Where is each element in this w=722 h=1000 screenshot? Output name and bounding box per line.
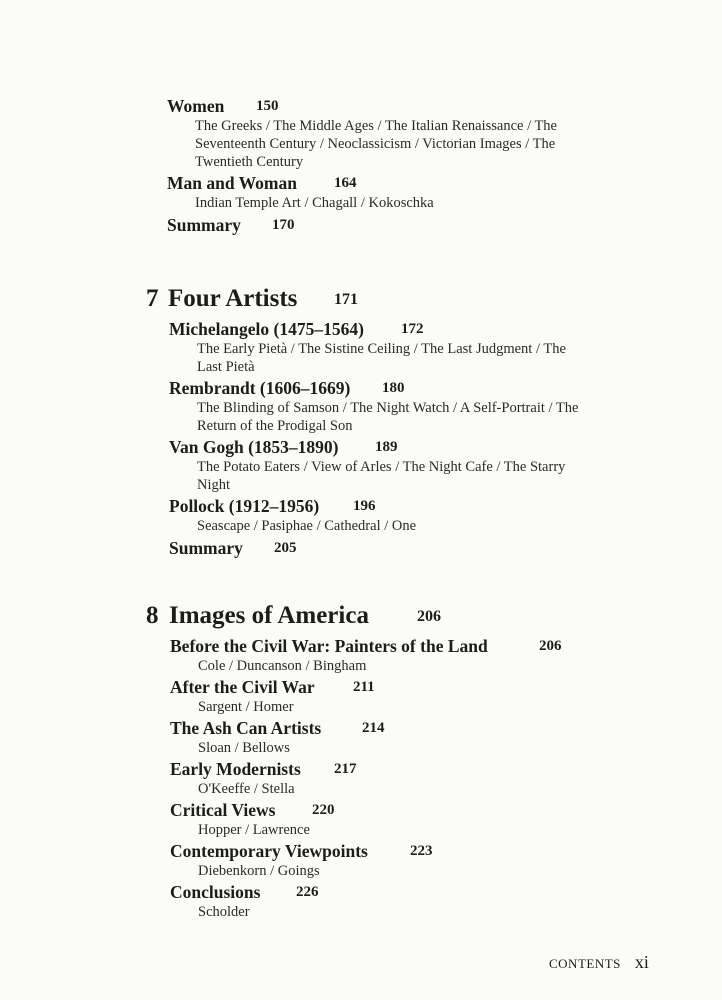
entry-subtopics (195, 194, 615, 212)
chapter-page: 206 (417, 608, 441, 625)
entry-subtopics (198, 698, 618, 716)
subtopic-line: Seventeenth Century / Neoclassicism / Victorian Images / The (195, 136, 556, 152)
entry-page: 196 (353, 498, 376, 514)
entry-title: Michelangelo (1475–1564) (169, 319, 364, 339)
entry-page: 205 (274, 540, 297, 556)
entry-page: 214 (362, 720, 385, 736)
entry-title: Summary (169, 538, 243, 558)
subtopic-line: Scholder (198, 904, 250, 920)
entry-van-gogh (0, 436, 722, 494)
subtopic-line: Cole / Duncanson / Bingham (198, 658, 367, 674)
subtopic-line: Indian Temple Art / Chagall / Kokoschka (195, 195, 434, 211)
entry-subtopics (197, 458, 617, 494)
entry-critical-views (0, 799, 722, 839)
entry-ash-can-artists (0, 717, 722, 757)
entry-page: 172 (401, 321, 424, 337)
subtopic-line: Sloan / Bellows (198, 740, 290, 756)
entry-page: 211 (353, 679, 375, 695)
entry-pollock (0, 495, 722, 535)
entry-title: Summary (167, 215, 241, 235)
entry-title: Man and Woman (167, 173, 297, 193)
subtopic-line: The Early Pietà / The Sistine Ceiling / The Last Judgment / The (197, 341, 566, 357)
entry-women (0, 95, 722, 171)
chapter-heading (0, 284, 722, 314)
entry-after-civil-war (0, 676, 722, 716)
chapter-6-continued (0, 95, 722, 236)
subtopic-line: The Greeks / The Middle Ages / The Italian Renaissance / The (195, 118, 557, 134)
entry-title: Conclusions (170, 882, 261, 902)
entry-title: Critical Views (170, 800, 276, 820)
entry-subtopics (197, 517, 617, 535)
entry-page: 223 (410, 843, 433, 859)
entry-subtopics (198, 821, 618, 839)
entry-subtopics (197, 340, 617, 376)
entry-title: Pollock (1912–1956) (169, 496, 320, 516)
entry-title: The Ash Can Artists (170, 718, 322, 738)
chapter-8 (0, 601, 722, 921)
entry-subtopics (198, 657, 618, 675)
entry-page: 206 (539, 638, 562, 654)
page-footer (549, 952, 649, 973)
chapter-heading (0, 601, 722, 631)
chapter-number: 8 (146, 602, 159, 629)
entry-title: Rembrandt (1606–1669) (169, 378, 351, 398)
chapter-number: 7 (146, 285, 159, 312)
chapter-7 (0, 284, 722, 559)
entry-subtopics (198, 780, 618, 798)
entry-title: Early Modernists (170, 759, 301, 779)
subtopic-line: The Potato Eaters / View of Arles / The Night Cafe / The Starry (197, 459, 566, 475)
subtopic-line: O'Keeffe / Stella (198, 781, 295, 797)
subtopic-line: Diebenkorn / Goings (198, 863, 320, 879)
entry-michelangelo (0, 318, 722, 376)
entry-title: After the Civil War (170, 677, 315, 697)
entry-page: 226 (296, 884, 319, 900)
entry-page: 164 (334, 175, 357, 191)
subtopic-line: Night (197, 477, 231, 493)
entry-title: Women (167, 96, 225, 116)
entry-title: Contemporary Viewpoints (170, 841, 368, 861)
entry-man-and-woman (0, 172, 722, 212)
subtopic-line: The Blinding of Samson / The Night Watch / A Self-Portrait / The (197, 400, 579, 416)
chapter-title: Four Artists (168, 285, 298, 312)
entry-page: 170 (272, 217, 295, 233)
entry-title: Before the Civil War: Painters of the Land (170, 636, 488, 656)
entry-contemporary-viewpoints (0, 840, 722, 880)
subtopic-line: Last Pietà (197, 359, 255, 375)
entry-subtopics (198, 903, 618, 921)
running-footer-label: CONTENTS (549, 956, 621, 971)
entry-page: 220 (312, 802, 335, 818)
entry-page: 189 (375, 439, 398, 455)
entry-summary (0, 214, 722, 236)
entry-subtopics (198, 739, 618, 757)
entry-title: Van Gogh (1853–1890) (169, 437, 339, 457)
entry-early-modernists (0, 758, 722, 798)
entry-page: 150 (256, 98, 279, 114)
entry-page: 180 (382, 380, 405, 396)
subtopic-line: Hopper / Lawrence (198, 822, 310, 838)
entry-subtopics (197, 399, 617, 435)
subtopic-line: Seascape / Pasiphae / Cathedral / One (197, 518, 417, 534)
entry-subtopics (195, 117, 615, 171)
chapter-page: 171 (334, 291, 358, 308)
subtopic-line: Sargent / Homer (198, 699, 294, 715)
entry-page: 217 (334, 761, 357, 777)
subtopic-line: Twentieth Century (195, 154, 304, 170)
entry-before-civil-war (0, 635, 722, 675)
entry-subtopics (198, 862, 618, 880)
chapter-title: Images of America (169, 602, 369, 629)
entry-rembrandt (0, 377, 722, 435)
subtopic-line: Return of the Prodigal Son (197, 418, 353, 434)
entry-conclusions (0, 881, 722, 921)
entry-summary (0, 537, 722, 559)
page-number: xi (634, 952, 649, 972)
